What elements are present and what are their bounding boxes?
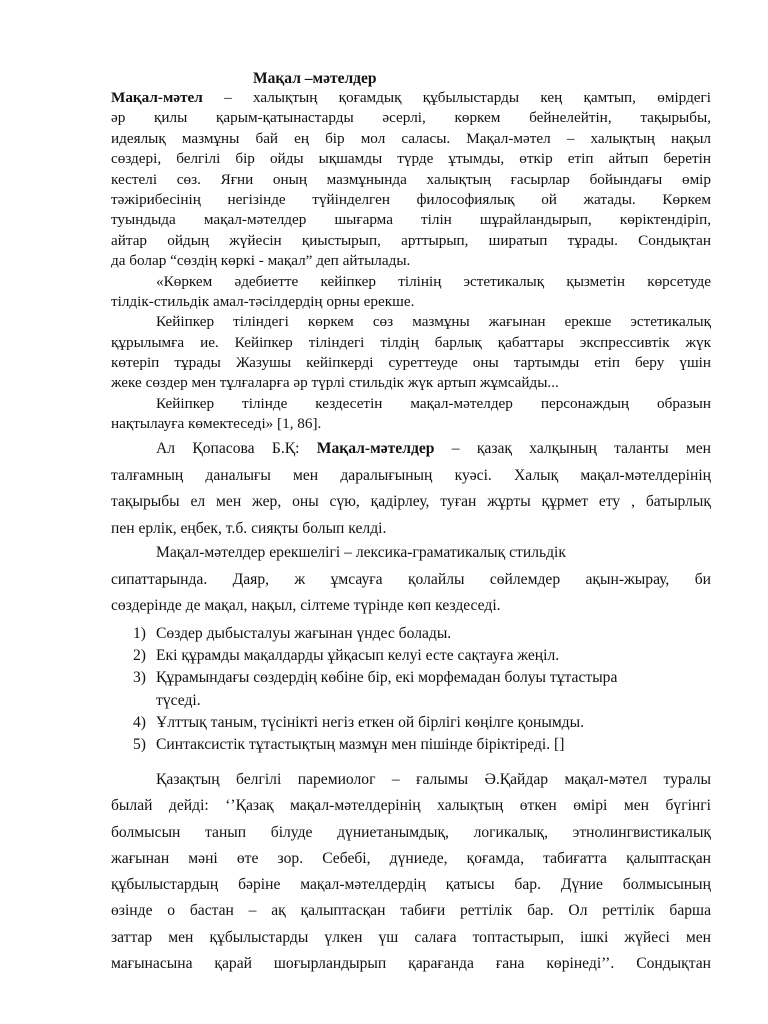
- quote-line: тілдік-стильдік амал-тәсілдердің орны ерекше.: [111, 292, 415, 310]
- para7-line: Қазақтың белгілі паремиолог – ғалымы Ә.Қайдар мақал-мәтел туралы: [156, 771, 711, 788]
- para7-line: болмысын танып білуде дүниетанымдық, логикалық, этнолингвистикалық: [111, 823, 711, 841]
- features-block: [111, 540, 711, 620]
- document-title: Мақал –мәтелдер: [253, 70, 377, 87]
- quote-line: нақтылауға көмектеседі» [1, 86].: [111, 415, 322, 433]
- para5-line: Ал Қопасова Б.Қ: Мақал-мәтелдер – қазақ халқының таланты мен: [156, 440, 711, 457]
- para7-line: былай дейді: ‘’Қазақ мақал-мәтелдерінің халықтың өткен өмірі мен бүгінгі: [111, 797, 711, 815]
- para7-line: жағынан мәні өте зор. Себебі, дүниеде, қоғамда, табиғатта қалыптасқан: [111, 849, 711, 867]
- para1-line: тәжірибесінің негізінде түйінделген философиялық ой жатады. Көркем: [111, 190, 711, 208]
- para6-line: сөздерінде де мақал, нақыл, сілтеме түрінде көп кездеседі.: [111, 597, 501, 614]
- quote-line: Кейіпкер тіліндегі көркем сөз мазмұны жағынан ерекше эстетикалық: [156, 313, 711, 331]
- list-item: 3) Құрамындағы сөздердің көбіне бір, екі морфемадан болуы тұтастыра түседі.: [133, 669, 618, 709]
- para5-line: талғамның даналығы мен даралығының куәсі. Халық мақал-мәтелдерінің: [111, 466, 711, 484]
- para5-line: пен ерлік, еңбек, т.б. сияқты болып келді.: [111, 519, 387, 537]
- list-item: 2) Екі құрамды мақалдарды ұйқасып келуі есте сақтауға жеңіл.: [133, 647, 560, 665]
- kopasova-block: [111, 436, 711, 542]
- quote-line: құрылымға ие. Кейіпкер тіліндегі тілдің барлық қабаттары экспрессивтік жүк: [111, 333, 711, 351]
- term-makal-matel: Мақал-мәтел: [111, 89, 203, 106]
- quote-line: жеке сөздер мен тұлғаларға әр түрлі стильдік жүк артып жұмсайды...: [111, 374, 559, 392]
- quote-line: «Көркем әдебиетте кейіпкер тілінің эстетикалық қызметін көрсетуде: [156, 272, 711, 290]
- para6-line: Мақал-мәтелдер ерекшелігі – лексика-граматикалық стильдік: [156, 544, 566, 561]
- para1-line: әр қилы қарым-қатынастарды әсерлі, көркем бейнелейтін, тақырыбы,: [111, 109, 711, 127]
- para6-line: сипаттарында. Даяр, ж ұмсауға қолайлы сөйлемдер ақын-жырау, би: [111, 570, 711, 588]
- quote-line: Кейіпкер тілінде кездесетін мақал-мәтелдер персонаждың образын: [156, 394, 711, 412]
- para1-line: да болар “сөздің көркі - мақал” деп айтылады.: [111, 252, 411, 270]
- para1-line: Мақал-мәтел – халықтың қоғамдық құбылыстарды кең қамтып, өмірдегі: [111, 89, 711, 106]
- para7-line: құбылыстардың бәріне мақал-мәтелдердің қатысы бар. Дүние болмысының: [111, 876, 711, 894]
- para5-line: тақырыбы ел мен жер, оны сүю, қадірлеу, туған жұрты құрмет ету , батырлық: [111, 493, 711, 510]
- term-makal-matelder: Мақал-мәтелдер: [316, 440, 435, 457]
- para1-line: идеялық мазмұны бай ең бір мол саласы. Мақал-мәтел – халықтың нақыл: [111, 129, 711, 147]
- list-item: 1) Сөздер дыбысталуы жағынан үндес болады.: [133, 625, 452, 642]
- para1-line: айтар ойдың жүйесін қиыстырып, арттырып, ширатып тұрады. Сондықтан: [111, 231, 711, 249]
- features-list: [133, 623, 693, 756]
- para7-line: мағынасына қарай шоғырландырып қарағанда ғана көрінеді’’. Сондықтан: [111, 955, 711, 973]
- list-item: 4) Ұлттық таным, түсінікті негіз еткен ой бірлігі көңілге қонымды.: [133, 713, 584, 731]
- para7-line: заттар мен құбылыстарды үлкен үш салаға топтастырып, ішкі жүйесі мен: [111, 928, 711, 946]
- kaidar-block: [111, 767, 711, 977]
- para7-line: өзінде о бастан – ақ қалыптасқан табиғи реттілік бар. Ол реттілік барша: [111, 902, 711, 920]
- para1-line: кестелі сөз. Яғни оның мазмұнында халықтың ғасырлар бойындағы өмір: [111, 170, 711, 188]
- list-item: 5) Синтаксистік тұтастықтың мазмұн мен пішінде біріктіреді. []: [133, 736, 565, 754]
- intro-block: [111, 88, 711, 435]
- para1-line: сөздері, белгілі бір ойды ықшамды түрде ұтымды, өткір етіп айтып беретін: [111, 150, 711, 168]
- quote-line: көтеріп тұрады Жазушы кейіпкерді суреттеуде оны тартымды етіп беру үшін: [111, 354, 711, 372]
- para1-line: туындыда мақал-мәтелдер шығарма тілін шұрайландырып, көріктендіріп,: [111, 211, 711, 229]
